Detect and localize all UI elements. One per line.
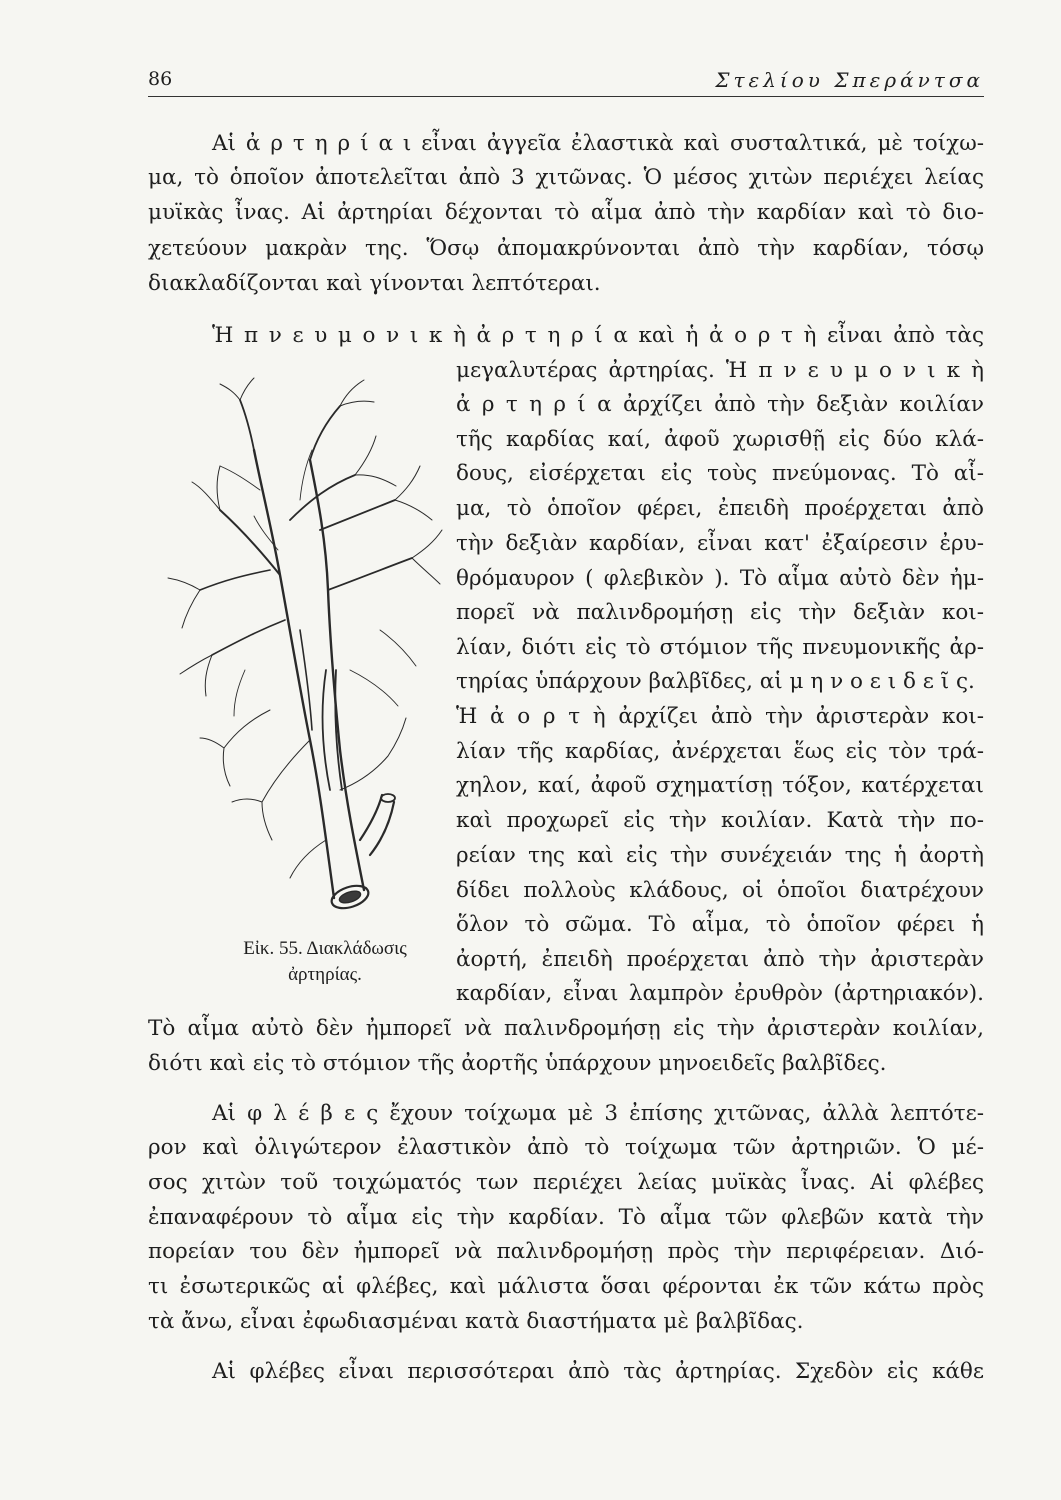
text-line: δίδει πολλοὺς κλάδους, οἱ ὁποῖοι διατρέχουν	[456, 878, 984, 903]
text-line: λίαν τῆς καρδίας, ἀνέρχεται ἕως εἰς τὸν τρά-	[456, 739, 984, 764]
text-line: πορεῖ νὰ παλινδρομήσῃ εἰς τὴν δεξιὰν κοι-	[456, 600, 984, 625]
text-line: καὶ προχωρεῖ εἰς τὴν κοιλίαν. Κατὰ τὴν πο-	[456, 808, 984, 833]
text-line: δους, εἰσέρχεται εἰς τοὺς πνεύμονας. Τὸ αἷ-	[456, 461, 984, 486]
text-line: θρόμαυρον ( φλεβικὸν ). Τὸ αἷμα αὐτὸ δὲν ἠμ-	[456, 566, 984, 591]
text-line: τὰ ἄνω, εἶναι ἐφωδιασμέναι κατὰ διαστήματα μὲ βαλβῖδας.	[148, 1309, 804, 1334]
text-line: ἐπαναφέρουν τὸ αἷμα εἰς τὴν καρδίαν. Τὸ αἷμα τῶν φλεβῶν κατὰ τὴν	[148, 1205, 984, 1230]
figure-caption-title: Εἰκ. 55. Διακλάδωσις	[243, 938, 407, 959]
text-line: καρδίαν, εἶναι λαμπρὸν ἐρυθρὸν (ἀρτηριακόν).	[456, 981, 984, 1006]
text-line: Τὸ αἷμα αὐτὸ δὲν ἠμπορεῖ νὰ παλινδρομήσῃ εἰς τὴν ἀριστερὰν κοιλίαν,	[148, 1016, 984, 1041]
artery-branching-illustration	[150, 370, 450, 930]
text-line: ἀ ρ τ η ρ ί α ἀρχίζει ἀπὸ τὴν δεξιὰν κοιλίαν	[456, 392, 984, 417]
text-line: τηρίας ὑπάρχουν βαλβῖδες, αἱ μ η ν ο ε ι δ ε ῖ ς.	[456, 669, 975, 694]
text-line: ρείαν της καὶ εἰς τὴν συνέχειάν της ἡ ἀορτὴ	[456, 843, 984, 868]
text-line: μα, τὸ ὁποῖον ἀποτελεῖται ἀπὸ 3 χιτῶνας. Ὁ μέσος χιτὼν περιέχει λείας	[148, 165, 984, 190]
text-line: ὅλον τὸ σῶμα. Τὸ αἷμα, τὸ ὁποῖον φέρει ἡ	[456, 912, 984, 937]
text-line: μα, τὸ ὁποῖον φέρει, ἐπειδὴ προέρχεται ἀπὸ	[456, 496, 984, 521]
page-number: 86	[148, 68, 173, 90]
text-line: Αἱ ἀ ρ τ η ρ ί α ι εἶναι ἀγγεῖα ἐλαστικὰ καὶ συσταλτικά, μὲ τοίχω-	[212, 131, 984, 156]
text-line: χηλον, καί, ἀφοῦ σχηματίσῃ τόξον, κατέρχεται	[456, 773, 984, 798]
text-line: τῆς καρδίας καί, ἀφοῦ χωρισθῇ εἰς δύο κλά-	[456, 427, 984, 452]
text-line: Ἡ ἀ ο ρ τ ὴ ἀρχίζει ἀπὸ τὴν ἀριστερὰν κοι-	[456, 704, 984, 729]
text-line: Αἱ φ λ έ β ε ς ἔχουν τοίχωμα μὲ 3 ἐπίσης χιτῶνας, ἀλλὰ λεπτότε-	[212, 1101, 984, 1126]
text-line: Ἡ π ν ε υ μ ο ν ι κ ὴ ἀ ρ τ η ρ ί α καὶ ἡ ἀ ο ρ τ ὴ εἶναι ἀπὸ τὰς	[212, 323, 984, 348]
text-line: ἀορτή, ἐπειδὴ προέρχεται ἀπὸ τὴν ἀριστερὰν	[456, 947, 984, 972]
text-line: ρον καὶ ὀλιγώτερον ἐλαστικὸν ἀπὸ τὸ τοίχωμα τῶν ἀρτηριῶν. Ὁ μέ-	[148, 1135, 984, 1160]
text-line: σος χιτὼν τοῦ τοιχώματός των περιέχει λείας μυϊκὰς ἶνας. Αἱ φλέβες	[148, 1170, 984, 1195]
text-line: χετεύουν μακρὰν της. Ὅσῳ ἀπομακρύνονται ἀπὸ τὴν καρδίαν, τόσῳ	[148, 236, 984, 261]
text-line: πορείαν του δὲν ἠμπορεῖ νὰ παλινδρομήσῃ πρὸς τὴν περιφέρειαν. Διό-	[148, 1239, 984, 1264]
text-line: λίαν, διότι εἰς τὸ στόμιον τῆς πνευμονικῆς ἀρ-	[456, 635, 984, 660]
figure-caption-subtitle: ἀρτηρίας.	[288, 964, 362, 985]
text-line: τι ἐσωτερικῶς αἱ φλέβες, καὶ μάλιστα ὅσαι φέρονται ἐκ τῶν κάτω πρὸς	[148, 1274, 984, 1299]
text-line: διότι καὶ εἰς τὸ στόμιον τῆς ἀορτῆς ὑπάρχουν μηνοειδεῖς βαλβῖδες.	[148, 1051, 887, 1076]
text-line: διακλαδίζονται καὶ γίνονται λεπτότεραι.	[148, 271, 601, 296]
text-line: μεγαλυτέρας ἀρτηρίας. Ἡ π ν ε υ μ ο ν ι κ ὴ	[456, 358, 984, 383]
page-header	[148, 62, 984, 97]
text-line: μυϊκὰς ἶνας. Αἱ ἀρτηρίαι δέχονται τὸ αἷμα ἀπὸ τὴν καρδίαν καὶ τὸ διο-	[148, 200, 984, 225]
text-line: Αἱ φλέβες εἶναι περισσότεραι ἀπὸ τὰς ἀρτηρίας. Σχεδὸν εἰς κάθε	[212, 1359, 984, 1384]
figure-caption	[190, 936, 460, 988]
running-head: Στελίου Σπεράντσα	[715, 68, 984, 92]
text-line: τὴν δεξιὰν καρδίαν, εἶναι κατ' ἐξαίρεσιν ἐρυ-	[456, 531, 984, 556]
